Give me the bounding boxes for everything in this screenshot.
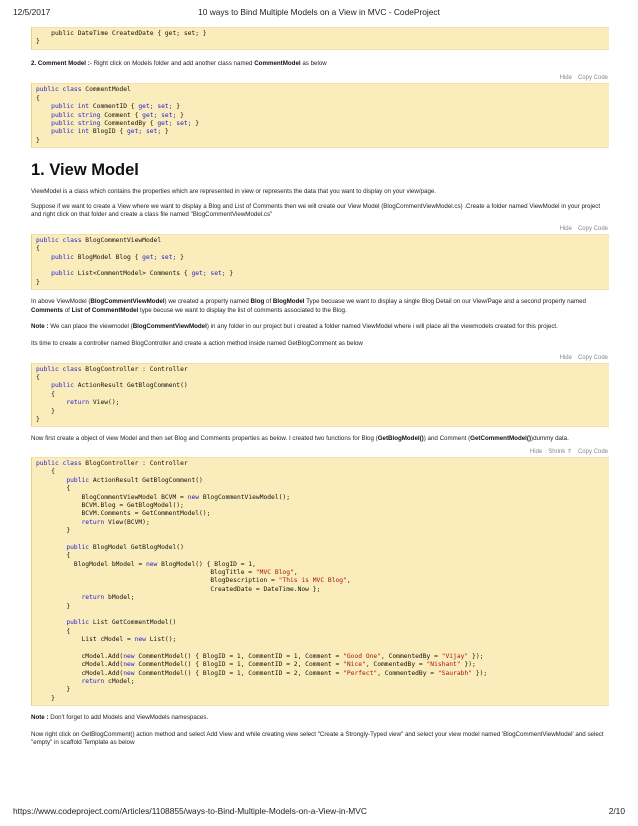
code-token: BCVM.Blog = GetBlogModel(); [36, 501, 184, 509]
code-token: BlogModel bModel = [36, 560, 146, 568]
code-line [36, 686, 605, 694]
bold-text: GetBlogModel() [377, 435, 424, 443]
print-footer [13, 806, 625, 818]
paragraph-create-viewmodel-object [31, 435, 609, 444]
code-line [36, 527, 605, 535]
code-token: "This is MVC Blog" [278, 577, 347, 585]
paragraph-viewmodel-example [31, 203, 609, 220]
code-toolbar [31, 354, 609, 363]
print-header [13, 7, 625, 19]
text-run: ) in any folder in our project but i created a folder named ViewModel where i will place all the viewmodels created for this project. [206, 323, 558, 331]
code-token [36, 544, 66, 551]
code-toolbar [31, 448, 609, 457]
text-run: We can place the viewmodel ( [48, 323, 133, 331]
code-token: { [36, 94, 40, 102]
code-token: List GetCommentModel() [89, 619, 177, 627]
code-token: BCVM.Comments = GetCommentModel(); [36, 510, 211, 518]
code-line [36, 262, 605, 270]
code-token: , [346, 577, 351, 585]
paragraph-note-viewmodel-folder [31, 323, 609, 332]
code-token: BlogID { [89, 128, 128, 136]
code-token: } [36, 415, 40, 423]
bold-text: List of CommentModel [71, 306, 139, 314]
code-token: BlogModel Blog { [73, 253, 143, 261]
text-run: ) and Comment ( [423, 435, 471, 443]
code-token: public [51, 270, 74, 278]
code-token [36, 519, 82, 526]
code-token: get; set; [138, 103, 173, 111]
code-token: public string [51, 119, 101, 127]
code-line [36, 569, 605, 577]
code-toolbar [31, 225, 609, 234]
code-token: List<CommentModel> Comments { [73, 270, 192, 278]
code-token: BlogCommentViewModel [81, 236, 162, 244]
code-token: get; set; [142, 253, 177, 261]
text-run: ) we created a property named [164, 298, 251, 306]
code-line [36, 30, 605, 38]
code-line [36, 494, 605, 502]
code-token: BlogModel GetBlogModel() [89, 543, 184, 551]
code-token: get; set; [127, 128, 162, 136]
paragraph-create-controller [31, 340, 609, 349]
code-token: BlogModel() { BlogID = 1, [157, 560, 256, 568]
code-token: CommentModel() { BlogID = 1, CommentID = 2, Comment = [134, 669, 344, 677]
code-token: Comment { [100, 111, 143, 119]
code-token: } [36, 278, 40, 286]
code-token: new [145, 560, 158, 568]
code-token: } [36, 38, 40, 46]
hide-code-link[interactable]: Hide [559, 225, 572, 232]
code-token [36, 382, 51, 389]
code-token: return [81, 518, 105, 526]
code-token: public class [36, 86, 82, 94]
code-token: BlogTitle = [36, 569, 256, 577]
hide-code-link[interactable]: Hide [559, 75, 572, 82]
code-block-blog-model-tail [31, 27, 609, 50]
code-line [36, 382, 605, 390]
code-token [36, 594, 82, 601]
code-token: View(); [89, 399, 120, 407]
code-token: public DateTime CreatedDate { get; set; } [36, 30, 207, 37]
code-block-blog-controller-full [31, 457, 609, 706]
text-run: type becuse we want to display the list of comments associated to the Blog. [138, 306, 347, 314]
code-token: get; set; [157, 119, 192, 127]
bold-text: 2. Comment Model : [31, 59, 90, 67]
code-line [36, 112, 605, 120]
code-token: } [36, 527, 71, 535]
code-token: }); [460, 661, 476, 669]
code-token: "Saurabh" [437, 669, 473, 677]
code-line [36, 399, 605, 407]
code-token: public class [36, 459, 82, 467]
text-run: as below [300, 59, 327, 67]
code-token: public class [36, 365, 82, 373]
code-line [36, 619, 605, 627]
code-token: "Vijay" [441, 652, 469, 660]
code-token: } [172, 103, 181, 111]
code-token: cModel; [104, 678, 135, 686]
code-token: public [51, 382, 74, 390]
code-token: new [123, 669, 135, 677]
code-token: { [36, 390, 55, 398]
code-line [36, 594, 605, 602]
code-token: new [187, 493, 200, 501]
code-line [36, 678, 605, 686]
code-token: View(BCVM); [104, 518, 150, 526]
code-line [36, 586, 605, 594]
text-run: Don't forget to add Models and ViewModels namespaces. [48, 714, 209, 722]
code-token: bModel; [104, 594, 135, 602]
code-line [36, 628, 605, 636]
code-line [36, 137, 605, 145]
code-token [36, 270, 51, 277]
code-token: } [36, 602, 71, 610]
code-token [36, 399, 66, 406]
code-line [36, 120, 605, 128]
code-line [36, 468, 605, 476]
code-token: return [66, 399, 90, 407]
code-line [36, 695, 605, 703]
code-token: CommentID { [89, 103, 139, 111]
bold-text: Comments [31, 306, 63, 314]
code-token: public int [51, 128, 90, 136]
bold-text: Blog [250, 298, 265, 306]
code-line [36, 611, 605, 619]
text-run: Now first create a object of view Model and then set Blog and Comments properties as below. I created two functions for Blog ( [31, 435, 378, 443]
code-token: "Nice" [343, 661, 366, 669]
text-run: Type becuase we want to display a single Blog Detail on our View/Page and a second property named [304, 298, 586, 306]
code-token [36, 254, 51, 261]
page-url: https://www.codeproject.com/Articles/1108855/ways-to-Bind-Multiple-Models-on-a-View-in-MVC [13, 806, 367, 816]
code-token: } [176, 111, 184, 119]
text-run: of [264, 298, 273, 306]
code-token: get; set; [142, 111, 177, 119]
code-token: { [36, 485, 71, 493]
code-token: cModel.Add( [36, 661, 124, 669]
code-token: } [36, 694, 55, 702]
code-token: cModel.Add( [36, 652, 124, 660]
code-line [36, 552, 605, 560]
code-line [36, 95, 605, 103]
bold-text: Note : [31, 323, 49, 331]
code-block-blog-comment-viewmodel [31, 234, 609, 290]
text-run: - Right click on Models folder and add another class named [89, 59, 255, 67]
code-line [36, 270, 605, 278]
shrink-code-link[interactable]: Shrink ⇑ [548, 448, 572, 455]
code-token: public [51, 253, 74, 261]
code-token: } [225, 270, 234, 278]
code-token: return [81, 594, 105, 602]
paragraph-note-namespaces [31, 714, 609, 723]
code-line [36, 279, 605, 287]
code-line [36, 485, 605, 493]
code-line [36, 103, 605, 111]
code-line [36, 408, 605, 416]
code-token: "Good One" [343, 652, 382, 660]
code-line [36, 477, 605, 485]
bold-text: GetCommentModel() [470, 435, 532, 443]
code-token: , CommentedBy = [377, 669, 438, 677]
text-run: Now right click on GetBlogComment() action method and select Add View and while creating view select "Create a Strongly-Typed view" and select your view model named 'BlogCommentViewModel' and select "empty" in scaffold Template as below [31, 730, 604, 747]
code-line [36, 254, 605, 262]
code-token: } [36, 407, 55, 415]
code-token [36, 678, 82, 685]
bold-text: BlogCommentViewModel [132, 323, 207, 331]
text-run: Its time to create a controller named BlogController and create a action method inside named GetBlogComment as below [31, 340, 363, 348]
code-token: }); [472, 669, 488, 677]
paragraph-viewmodel-explanation [31, 298, 609, 315]
code-line [36, 86, 605, 94]
paragraph-add-view [31, 731, 609, 748]
code-token: get; set; [191, 270, 226, 278]
copy-code-link[interactable]: Copy Code [577, 75, 608, 82]
text-run: ViewModel is a class which contains the properties which are represented in view or represents the data that you want to display on your view/page. [31, 188, 437, 196]
code-token: "Perfect" [343, 669, 378, 677]
code-line [36, 645, 605, 653]
code-line [36, 391, 605, 399]
code-token: CommentModel() { BlogID = 1, CommentID = 1, Comment = [134, 652, 344, 660]
code-token: CommentedBy { [100, 119, 158, 127]
code-line [36, 245, 605, 253]
section-heading-view-model: 1. View Model [31, 161, 139, 180]
code-token: public [66, 476, 90, 484]
code-line [36, 544, 605, 552]
copy-code-link[interactable]: Copy Code [577, 225, 608, 232]
document-title: 10 ways to Bind Multiple Models on a View in MVC - CodeProject [198, 7, 440, 17]
hide-code-link[interactable]: Hide [559, 354, 572, 361]
code-token: CommentModel [81, 86, 131, 94]
code-token [36, 120, 51, 127]
paragraph-viewmodel-definition [31, 188, 609, 197]
code-block-blog-controller [31, 363, 609, 428]
code-token: , [293, 569, 298, 577]
code-token: public string [51, 111, 101, 119]
code-token: new [123, 661, 135, 669]
code-token: BlogDescription = [36, 577, 279, 585]
code-line [36, 670, 605, 678]
code-token: ActionResult GetBlogComment() [73, 382, 188, 390]
text-run: Suppose if we want to create a View where we want to display a Blog and List of Comments then we will create our View Model (BlogCommentViewModel.cs) .Create a folder named ViewModel in your project and right click on that folder and create a class file named "BlogCommentViewModel.cs" [31, 202, 601, 219]
code-token: , CommentedBy = [381, 652, 442, 660]
text-run: )dummy data. [531, 435, 569, 443]
code-line [36, 502, 605, 510]
code-token: { [36, 245, 40, 253]
code-token: BlogController : Controller [81, 459, 188, 467]
code-token: "MVC Blog" [255, 569, 294, 577]
hide-code-link[interactable]: Hide [529, 448, 543, 455]
code-line [36, 653, 605, 661]
text-run: In above ViewModel ( [31, 298, 91, 306]
code-token: } [191, 119, 200, 127]
code-token [36, 103, 51, 110]
code-token: public [66, 543, 90, 551]
code-token: BlogController : Controller [81, 365, 188, 373]
code-line [36, 460, 605, 468]
code-token: public class [36, 236, 82, 244]
code-token: BlogCommentViewModel BCVM = [36, 493, 188, 501]
code-token [36, 619, 66, 626]
code-line [36, 237, 605, 245]
code-line [36, 561, 605, 569]
bold-text: BlogCommentViewModel [90, 298, 165, 306]
print-date: 12/5/2017 [13, 7, 51, 17]
page-number: 2/10 [608, 806, 625, 816]
code-line [36, 535, 605, 543]
bold-text: BlogModel [272, 298, 305, 306]
bold-text: Note : [31, 714, 49, 722]
code-token: { [36, 627, 71, 635]
code-line [36, 636, 605, 644]
code-line [36, 366, 605, 374]
code-line [36, 519, 605, 527]
code-token [36, 112, 51, 119]
code-block-comment-model [31, 83, 609, 148]
copy-code-link[interactable]: Copy Code [577, 354, 608, 361]
code-token: BlogCommentViewModel(); [199, 493, 291, 501]
code-token: new [123, 652, 135, 660]
code-token: public int [51, 103, 90, 111]
code-token: } [161, 128, 169, 136]
code-token [36, 477, 66, 484]
code-line [36, 38, 605, 46]
code-token: } [36, 686, 71, 694]
code-token: CreatedDate = DateTime.Now }; [36, 585, 321, 593]
code-token: }); [468, 652, 484, 660]
code-token: { [36, 468, 55, 476]
code-token: List(); [145, 636, 177, 644]
code-token: new [134, 636, 146, 644]
code-line [36, 661, 605, 669]
code-line [36, 603, 605, 611]
code-token: ActionResult GetBlogComment() [89, 476, 203, 484]
code-token: } [36, 136, 40, 144]
copy-code-link[interactable]: Copy Code [577, 448, 608, 455]
code-token [36, 128, 51, 135]
code-token: return [81, 678, 105, 686]
code-token: public [66, 619, 90, 627]
code-line [36, 577, 605, 585]
code-token: } [176, 253, 184, 261]
code-token: CommentModel() { BlogID = 1, CommentID = 2, Comment = [134, 661, 344, 669]
code-token: "Nishant" [426, 661, 461, 669]
code-token: , CommentedBy = [365, 661, 427, 669]
bold-text: CommentModel [254, 59, 301, 67]
code-line [36, 510, 605, 518]
code-line [36, 374, 605, 382]
code-toolbar [31, 74, 609, 83]
code-token: { [36, 374, 40, 381]
code-line [36, 416, 605, 424]
code-line [36, 128, 605, 136]
article-content [31, 22, 609, 748]
code-token: { [36, 552, 71, 560]
code-token: cModel.Add( [36, 669, 124, 677]
text-run: of [62, 306, 72, 314]
paragraph-comment-model [31, 60, 609, 69]
code-token: List cModel = [36, 636, 135, 644]
